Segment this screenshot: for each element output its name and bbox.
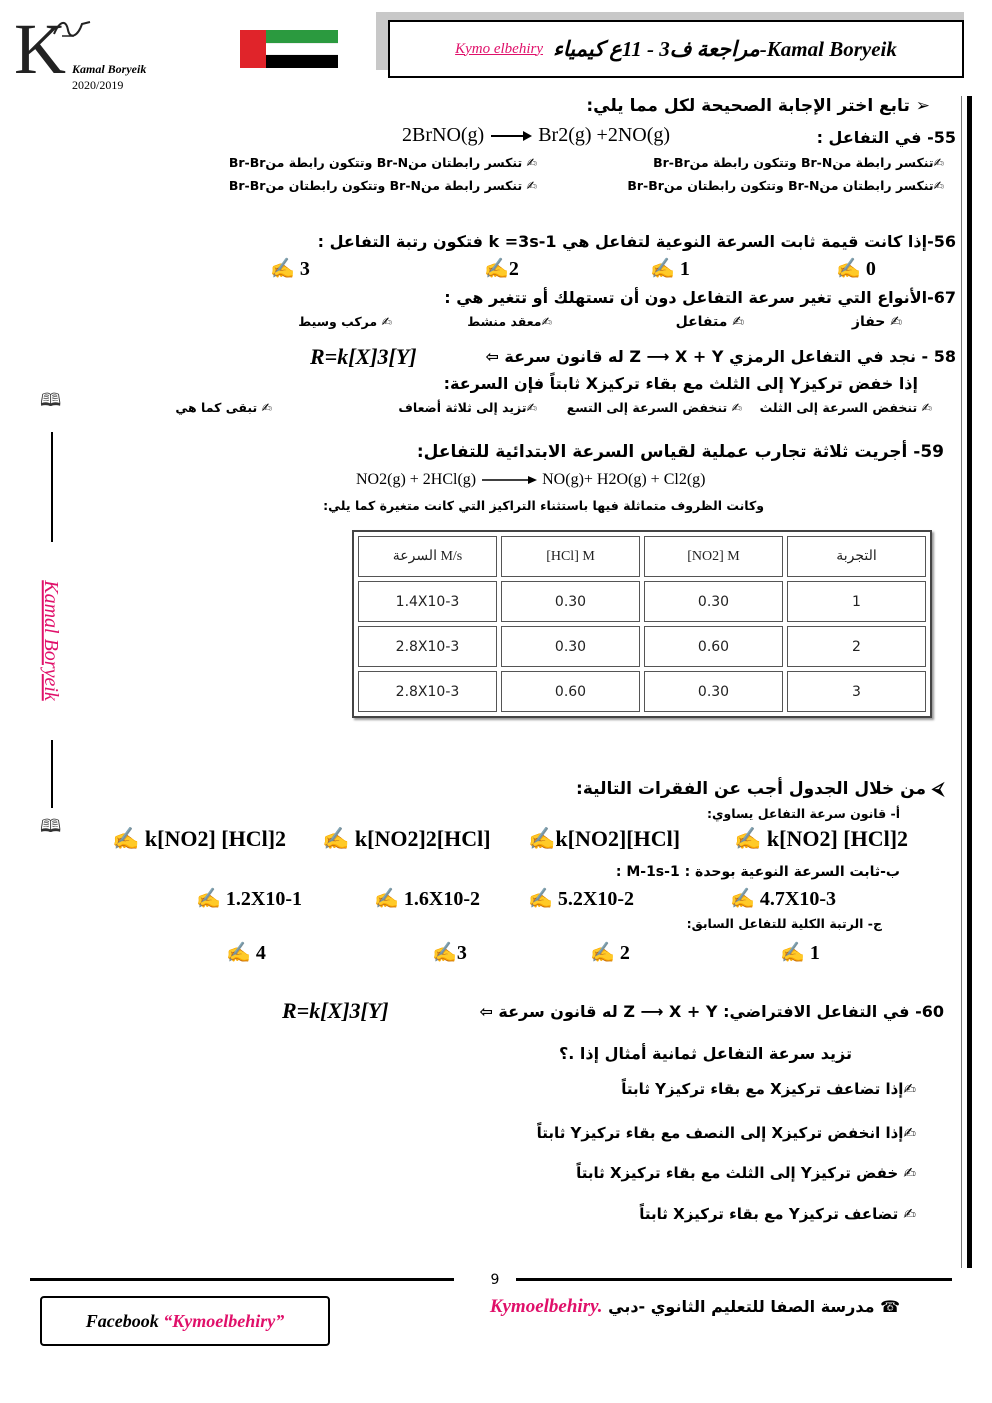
table-header-cell: التجربة xyxy=(787,536,926,577)
table-row xyxy=(358,626,926,667)
q59-b-option-4[interactable]: ✍ 1.2X10-1 xyxy=(196,888,303,910)
side-divider xyxy=(51,740,53,808)
q59-c-option-4[interactable]: ✍ 4 xyxy=(226,942,266,964)
q57-option-1[interactable]: ✍ حفاز xyxy=(851,314,902,330)
footer-divider xyxy=(30,1278,454,1281)
q59-sub-intro: ⮘ من خلال الجدول أجب عن الفقرات التالية: xyxy=(576,779,944,799)
reaction-arrow-icon xyxy=(480,475,538,485)
q55-reaction: 2BrNO(g) Br2(g) +2NO(g) xyxy=(402,124,671,146)
q59-a-option-4[interactable]: ✍ k[NO2] [HCl]2 xyxy=(112,826,287,851)
q60-option-3[interactable]: ✍ خفض تركيزY إلى الثلث مع بقاء تركيزX ثابتاً xyxy=(576,1164,916,1182)
table-cell: 0.30 xyxy=(501,626,640,667)
school-name: ☎ مدرسة الصفا للتعليم الثانوي -دبي xyxy=(608,1297,900,1316)
table-cell: 0.60 xyxy=(644,626,783,667)
facebook-scroll xyxy=(40,1296,330,1346)
table-cell: 2 xyxy=(787,626,926,667)
q55-option-4[interactable]: ✍ تنكسر رابطة منBr-N وتتكون رابطتان منBr-Br xyxy=(228,178,537,193)
q59-text: 59- أجريت ثلاثة تجارب عملية لقياس السرعة الابتدائية للتفاعل: xyxy=(416,442,944,462)
table-header-row xyxy=(358,536,926,577)
q58-option-1[interactable]: ✍ تنخفض السرعة إلى الثلث xyxy=(759,400,932,415)
reaction-arrow-icon xyxy=(489,130,533,142)
table-cell: 0.30 xyxy=(644,581,783,622)
q60-option-2[interactable]: ✍إذا انخفض تركيزX إلى النصف مع بقاء تركيزY ثابتاً xyxy=(536,1124,916,1142)
q58-text: 58 - نجد في التفاعل الرمزي Z ⟶ X + Y له قانون سرعة ⇦ xyxy=(485,347,956,366)
q58-rate-law: R=k[X]3[Y] xyxy=(310,344,417,369)
q59-a-label: أ- قانون سرعة التفاعل يساوي: xyxy=(707,806,900,821)
q57-option-3[interactable]: ✍معقد منشط xyxy=(467,314,552,329)
table-cell: 0.60 xyxy=(501,671,640,712)
logo-letter: K xyxy=(14,9,66,89)
page-border-right xyxy=(961,96,962,1268)
page-title: Kamal Boryeik-مراجعة ف3 - 11ع كيمياء xyxy=(553,36,897,61)
table-header-cell: [HCl] M xyxy=(501,536,640,577)
book-icon: 🕮 xyxy=(40,816,62,837)
q59-b-label: ب-ثابت السرعة النوعية بوحدة : M-1s-1 : xyxy=(615,864,900,880)
q56-option-3[interactable]: ✍2 xyxy=(484,258,519,280)
q55-option-1[interactable]: ✍تنكسر رابطة منBr-N وتتكون رابطة منBr-Br xyxy=(653,155,944,170)
q59-a-option-3[interactable]: ✍ k[NO2]2[HCl] xyxy=(322,826,491,851)
q58-option-4[interactable]: ✍ تبقى كما هي xyxy=(175,400,272,415)
table-cell: 0.30 xyxy=(501,581,640,622)
q58-option-2[interactable]: ✍ تنخفض السرعة إلى التسع xyxy=(566,400,742,415)
page-border-right xyxy=(967,96,972,1268)
logo-name: Kamal Boryeik xyxy=(72,62,147,76)
footer-divider xyxy=(516,1278,952,1281)
table-header-cell: [NO2] M xyxy=(644,536,783,577)
table-header-cell: السرعة M/s xyxy=(358,536,497,577)
q59-c-option-2[interactable]: ✍ 2 xyxy=(590,942,630,964)
q59-b-option-2[interactable]: ✍ 5.2X10-2 xyxy=(528,888,635,910)
q60-question: تزيد سرعة التفاعل ثمانية أمثال إذا .؟ xyxy=(558,1044,852,1063)
q59-note: وكانت الظروف متماثلة فيها باستثناء التراكيز التي كانت متغيرة كما يلي: xyxy=(323,498,764,513)
school-info xyxy=(490,1296,900,1318)
q55-option-3[interactable]: ✍تنكسر رابطتان منBr-N وتتكون رابطتان منBr-Br xyxy=(627,178,944,193)
q59-b-option-3[interactable]: ✍ 1.6X10-2 xyxy=(374,888,481,910)
facebook-label: Facebook xyxy=(85,1310,159,1331)
q55-label: 55- في التفاعل : xyxy=(816,128,956,147)
header-tag: Kymo elbehiry xyxy=(455,40,543,57)
q56-option-2[interactable]: ✍ 1 xyxy=(650,258,690,280)
q59-c-label: ج- الرتبة الكلية للتفاعل السابق: xyxy=(686,916,882,931)
book-icon: 🕮 xyxy=(40,390,62,411)
logo-year: 2020/2019 xyxy=(72,78,124,92)
q60-text: 60- في التفاعل الافتراضي: Z ⟶ X + Y له قانون سرعة ⇦ xyxy=(479,1002,944,1021)
side-divider xyxy=(51,432,53,542)
q60-option-1[interactable]: ✍إذا تضاعف تركيزX مع بقاء تركيزY ثابتاً xyxy=(621,1080,916,1098)
signature-icon xyxy=(52,16,92,40)
section-intro: ➢ تابع اختر الإجابة الصحيحة لكل مما يلي: xyxy=(586,96,930,116)
table-cell: 3 xyxy=(787,671,926,712)
q60-option-4[interactable]: ✍ تضاعف تركيزY مع بقاء تركيزX ثابتاً xyxy=(639,1205,916,1223)
q57-option-4[interactable]: ✍ مركب وسيط xyxy=(298,314,392,329)
q59-a-option-2[interactable]: ✍k[NO2][HCl] xyxy=(528,826,681,851)
table-cell: 1.4X10-3 xyxy=(358,581,497,622)
experiment-table xyxy=(352,530,932,718)
uae-flag-icon xyxy=(240,30,338,68)
footer-brand: Kymoelbehiry. xyxy=(489,1296,603,1317)
q55-option-2[interactable]: ✍ تنكسر رابطتان منBr-N وتتكون رابطة منBr-Br xyxy=(228,155,537,170)
q56-option-1[interactable]: ✍ 0 xyxy=(836,258,876,280)
page-number: 9 xyxy=(490,1272,500,1288)
table-cell: 2.8X10-3 xyxy=(358,671,497,712)
q56-option-4[interactable]: ✍ 3 xyxy=(270,258,310,280)
table-row xyxy=(358,581,926,622)
table-cell: 0.30 xyxy=(644,671,783,712)
q59-c-option-1[interactable]: ✍ 1 xyxy=(780,942,820,964)
table-row xyxy=(358,671,926,712)
q57-text: 67-الأنواع التي تغير سرعة التفاعل دون أن تستهلك أو تتغير هي : xyxy=(444,288,956,307)
table-cell: 2.8X10-3 xyxy=(358,626,497,667)
facebook-handle: “Kymoelbehiry” xyxy=(163,1310,285,1331)
q57-option-2[interactable]: ✍ متفاعل xyxy=(675,314,744,330)
q59-reaction: NO2(g) + 2HCl(g) NO(g)+ H2O(g) + Cl2(g) xyxy=(356,471,706,488)
q59-c-option-3[interactable]: ✍3 xyxy=(432,942,467,964)
q56-text: 56-إذا كانت قيمة ثابت السرعة النوعية لتفاعل هي k =3s-1 فتكون رتبة التفاعل : xyxy=(317,232,956,251)
q59-a-option-1[interactable]: ✍ k[NO2] [HCl]2 xyxy=(734,826,909,851)
header-box xyxy=(388,20,964,78)
q58-option-3[interactable]: ✍تزيد إلى ثلاثة أضعاف xyxy=(398,400,537,415)
table-cell: 1 xyxy=(787,581,926,622)
q60-rate-law: R=k[X]3[Y] xyxy=(282,998,389,1023)
q58-condition: إذا خفض تركيزY إلى الثلث مع بقاء تركيزX ثابتاً فإن السرعة: xyxy=(443,374,918,393)
q59-b-option-1[interactable]: ✍ 4.7X10-3 xyxy=(730,888,837,910)
side-vertical-name: Kamal Boryeik xyxy=(39,579,62,701)
